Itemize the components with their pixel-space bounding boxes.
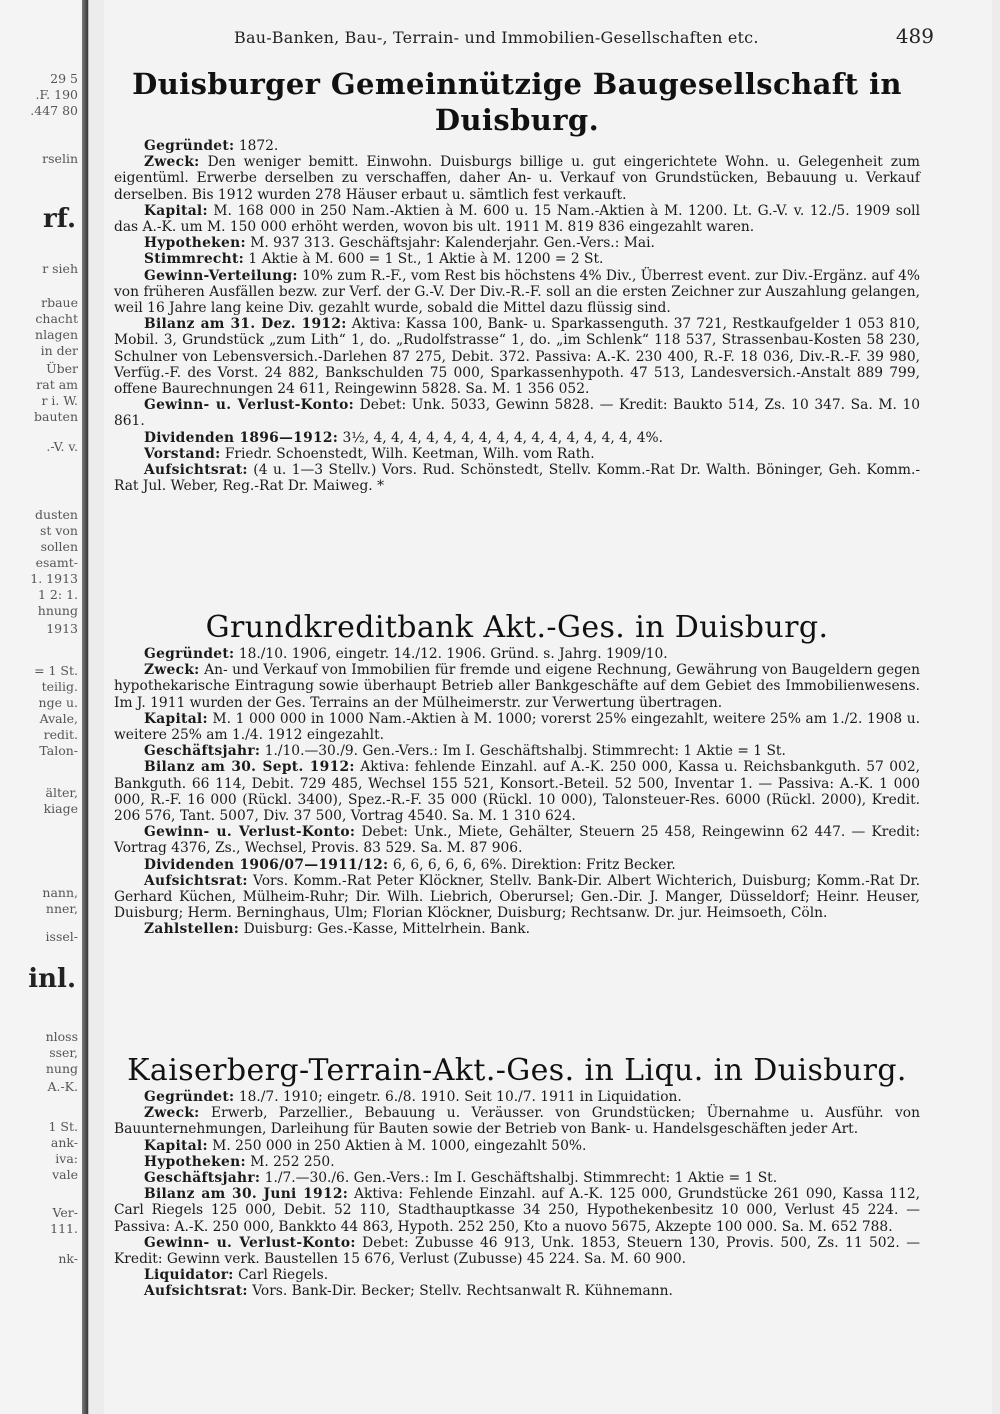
facing-page-fragment: sollen [40,539,78,554]
facing-page-fragment: r sieh [42,261,78,276]
entry-paragraph [114,711,920,743]
field-label: Gegründet: [144,138,235,154]
facing-page-fragment: 111. [50,1221,78,1236]
book-gutter [82,0,89,1414]
field-text: M. 250 000 in 250 Aktien à M. 1000, eingezahlt 50%. [207,1137,587,1154]
entry-paragraph [114,203,920,235]
field-text: Friedr. Schoenstedt, Wilh. Keetman, Wilh. vom Rath. [220,445,595,462]
field-label: Stimmrecht: [144,251,245,268]
entry-paragraph [114,397,920,429]
facing-page-fragment: nann, [42,885,78,900]
facing-page-fragment: Talon- [39,743,78,758]
facing-page-fragment: redit. [43,727,78,742]
field-label: Kapital: [144,202,208,219]
entry-body [114,138,920,494]
facing-page-fragment: .F. 190 [35,87,78,102]
facing-page-fragment: in der [40,343,78,358]
field-text: Aktiva: fehlende Einzahl. auf A.-K. 250 000, Kassa u. Reichsbankguth. 57 002, Bankguth. 66 114, Debit. 729 485, Wechsel 155 521, Konsort.-Beteil. 52 500, Inventar 1. — Passiva: A.-K. 1 000 000, R.-F. 16 000 (Rückl. 3400), Spez.-R.-F. 35 000 (Rückl. 10 000), Talonsteuer-Res. 6000 (Rückl. 2000), Kredit. 206 576, Tant. 5007, Div. 37 500, Vortrag 4540. Sa. M. 1 310 624. [114,759,920,825]
entry-paragraph [114,1283,920,1299]
facing-page-fragment: ank- [50,1135,78,1150]
field-label: Aufsichtsrat: [144,462,248,479]
facing-page-fragment: dusten [35,507,78,522]
field-label: Hypotheken: [144,1153,246,1170]
facing-page-fragment: älter, [45,785,78,800]
entry-paragraph [114,138,920,154]
company-entry-kaiserberg [114,1053,920,1300]
facing-page-fragment: nner, [45,901,78,916]
facing-page-fragment: 29 5 [50,71,78,86]
entry-body [114,1089,920,1300]
facing-page-fragment: 1 St. [48,1119,78,1134]
field-label: Dividenden 1906/07—1911/12: [144,856,389,873]
field-label: Aufsichtsrat: [144,1283,248,1300]
field-label: Dividenden 1896—1912: [144,429,339,446]
field-text: (4 u. 1—3 Stellv.) Vors. Rud. Schönstedt, Stellv. Komm.-Rat Dr. Walth. Böninger, Geh. Komm.-Rat Jul. Weber, Reg.-Rat Dr. Maiweg. * [114,462,920,495]
facing-page-fragment: rselin [42,151,78,166]
facing-page-fragment: rbaue [41,295,78,310]
facing-page-fragment: sser, [49,1045,78,1060]
facing-page-fragment: rf. [42,204,76,234]
field-label: Gewinn- u. Verlust-Konto: [144,397,355,414]
entry-paragraph [114,1154,920,1170]
field-text: Debet: Zubusse 46 913, Unk. 1853, Steuern 130, Provis. 500, Zs. 11 502. — Kredit: Gewinn verk. Baustellen 15 676, Verlust (Zubusse) 45 224. Sa. M. 60 900. [114,1234,920,1268]
field-label: Gewinn-Verteilung: [144,267,298,284]
entry-paragraph [114,1138,920,1154]
entry-paragraph [114,268,920,317]
previous-page-edge [0,0,89,1414]
facing-page-fragment: r i. W. [41,393,78,408]
field-label: Kapital: [144,710,208,727]
field-text: Vors. Komm.-Rat Peter Klöckner, Stellv. Bank-Dir. Albert Wichterich, Duisburg; Komm.-Rat Dr. Gerhard Küchen, Mülheim-Ruhr; Dir. Wilh. Liebrich, Oberursel; Gen.-Dir. J. Manger, Düsseldorf; Heinr. Heuser, Duisburg; Herm. Berninghaus, Ulm; Florian Klöckner, Duisburg; Rechtsanw. Dr. jur. Heimsoeth, Cöln. [114,872,920,922]
field-label: Hypotheken: [144,235,246,252]
entry-paragraph [114,316,920,397]
facing-page-fragment: iva: [55,1151,78,1166]
company-entry-duisburger [114,66,920,494]
facing-page-fragment: kiage [43,801,78,816]
facing-page-fragment: bauten [34,409,78,424]
field-text: Carl Riegels. [233,1267,329,1284]
facing-page-fragment: st von [39,523,78,538]
entry-paragraph [114,873,920,922]
field-text: 3½, 4, 4, 4, 4, 4, 4, 4, 4, 4, 4, 4, 4, 4, 4, 4, 4%. [338,429,663,446]
field-text: M. 1 000 000 in 1000 Nam.-Aktien à M. 1000; vorerst 25% eingezahlt, weitere 25% am 1./2. 1908 u. weitere 25% am 1./4. 1912 eingezahlt. [114,710,920,744]
entry-paragraph [114,1105,920,1137]
facing-page-fragment: 1913 [46,621,78,636]
field-label: Zweck: [144,154,200,171]
field-label: Vorstand: [144,445,221,462]
field-label: Zweck: [144,662,200,679]
facing-page-fragment: .-V. v. [46,439,78,454]
entry-paragraph [114,743,920,759]
entry-paragraph [114,446,920,462]
field-label: Gewinn- u. Verlust-Konto: [144,1234,356,1251]
facing-page-fragment: Ver- [52,1205,78,1220]
facing-page-fragment: nung [45,1061,78,1076]
field-label: Gegründet: [144,1089,235,1105]
field-label: Gewinn- u. Verlust-Konto: [144,824,356,841]
facing-page-fragment: nge u. [38,695,78,710]
field-text: Duisburg: Ges.-Kasse, Mittelrhein. Bank. [239,921,531,938]
page-number: 489 [895,24,934,48]
field-label: Geschäftsjahr: [144,743,261,760]
field-label: Aufsichtsrat: [144,872,248,889]
company-entry-grundkreditbank [114,610,920,938]
field-label: Bilanz am 30. Juni 1912: [144,1186,349,1203]
field-label: Zweck: [144,1105,200,1122]
entry-paragraph [114,1170,920,1186]
facing-page-fragment: esamt- [35,555,78,570]
entry-paragraph [114,251,920,267]
field-text: Aktiva: Kassa 100, Bank- u. Sparkassenguth. 37 721, Restkaufgelder 1 053 810, Mobil. 3, Grundstück „zum Lith“ 1, do. „Rudolfstrasse“ 1, do. „im Schlenk“ 118 537, Strassenbau-Kosten 58 230, Schulner von Lebensversich.-Darlehen 87 275, Debit. 372. Passiva: A.-K. 230 400, R.-F. 18 036, Div.-R.-F. 39 980, Verfüg.-F. des Vorst. 24 882, Bankschulden 75 000, Sparkassenhypoth. 47 513, Landesversich.-Anstalt 889 799, offene Baurechnungen 24 611, Reingewinn 5828. Sa. M. 1 356 052. [114,316,920,398]
facing-page-fragment: rat am [36,377,78,392]
entry-paragraph [114,646,920,662]
field-text: Debet: Unk. 5033, Gewinn 5828. — Kredit: Baukto 514, Zs. 10 347. Sa. M. 10 861. [114,397,921,430]
field-text: 1872. [234,138,279,154]
field-text: Den weniger bemitt. Einwohn. Duisburgs billige u. gut eingerichtete Wohn. u. Gelegenheit zum eigentüml. Erwerbe derselben zu verschaffen, daher An- u. Verkauf von Grundstücken, Bebauung u. Verkauf derselben. Bis 1912 wurden 278 Häuser erbaut u. sämtlich fest verkauft. [114,154,920,203]
entry-paragraph [114,662,920,711]
facing-page-fragment: .447 80 [30,103,78,118]
entry-body [114,646,920,938]
field-label: Kapital: [144,1137,208,1154]
entry-paragraph [114,857,920,873]
entry-paragraph [114,1267,920,1283]
facing-page-fragment: inl. [28,964,76,994]
facing-page-fragment: issel- [45,929,78,944]
entry-paragraph [114,921,920,937]
field-label: Liquidator: [144,1267,234,1284]
field-text: M. 252 250. [245,1153,335,1170]
facing-page-fragment: hnung [37,603,78,618]
page [104,0,992,1414]
entry-title: Kaiserberg-Terrain-Akt.-Ges. in Liqu. in Duisburg. [127,1053,907,1088]
field-label: Bilanz am 30. Sept. 1912: [144,759,355,776]
page-header [104,22,934,52]
entry-paragraph [114,430,920,446]
field-text: 1./10.—30./9. Gen.-Vers.: Im I. Geschäftshalbj. Stimmrecht: 1 Aktie = 1 St. [260,743,786,760]
facing-page-fragment: A.-K. [47,1079,78,1094]
field-text: 18./7. 1910; eingetr. 6./8. 1910. Seit 10./7. 1911 in Liquidation. [234,1089,682,1105]
facing-page-fragment: nlagen [35,327,78,342]
running-head: Bau-Banken, Bau-, Terrain- und Immobilien-Gesellschaften etc. [234,28,759,47]
facing-page-fragment: teilig. [41,679,78,694]
facing-page-fragment: nk- [58,1251,78,1266]
entry-title: Grundkreditbank Akt.-Ges. in Duisburg. [205,610,829,645]
field-label: Zahlstellen: [144,921,240,938]
entry-paragraph [114,154,920,203]
field-text: 1./7.—30./6. Gen.-Vers.: Im I. Geschäftshalbj. Stimmrecht: 1 Aktie = 1 St. [260,1170,778,1187]
entry-paragraph [114,824,920,856]
facing-page-fragment: 1. 1913 [30,571,78,586]
facing-page-fragment: chacht [35,311,78,326]
facing-page-fragment: vale [52,1167,78,1182]
field-text: M. 937 313. Geschäftsjahr: Kalenderjahr. Gen.-Vers.: Mai. [245,235,655,252]
field-label: Geschäftsjahr: [144,1170,261,1187]
entry-paragraph [114,235,920,251]
field-text: 1 Aktie à M. 600 = 1 St., 1 Aktie à M. 1200 = 2 St. [244,251,604,268]
facing-page-fragment: Avale, [39,711,78,726]
field-text: An- und Verkauf von Immobilien für fremde und eigene Rechnung, Gewährung von Baugeldern gegen hypothekarische Eintragung sowie überhaupt Betrieb aller Bankgeschäfte auf dem Gebiet des Immobilienwesens. Im J. 1911 wurden der Ges. Terrains an der Mülheimerstr. zur Verwertung übertragen. [114,662,920,711]
field-text: Erwerb, Parzellier., Bebauung u. Veräusser. von Grundstücken; Übernahme u. Ausführ. von Bauunternehmungen, Darleihung für Bauten sowie der Betrieb von Bank- u. Handelsgeschäften jeder Art. [114,1105,920,1138]
field-text: Aktiva: Fehlende Einzahl. auf A.-K. 125 000, Grundstücke 261 090, Kassa 112, Carl Riegels 125 000, Debit. 52 110, Stadthauptkasse 34 250, Hypothekenbesitz 10 000, Verlust 45 224. — Passiva: A.-K. 250 000, Bankkto 44 863, Hypoth. 252 250, Kto a nuovo 5675, Akzepte 100 000. Sa. M. 652 788. [114,1186,921,1235]
entry-paragraph [114,759,920,824]
field-text: 10% zum R.-F., vom Rest bis höchstens 4% Div., Überrest event. zur Div.-Ergänz. auf 4% von früheren Ausfällen bezw. zur Verf. der G.-V. Der Div.-R.-F. soll an die ersten Zeichner zur Auszahlung gelangen, weil 16 Jahre lang keine Div. gezahlt wurde, sobald die Mittel dazu flüssig sind. [114,267,920,317]
entry-paragraph [114,462,920,494]
facing-page-fragment: nloss [45,1029,78,1044]
entry-paragraph [114,1235,920,1267]
entry-title: Duisburger Gemeinnützige Baugesellschaft in Duisburg. [132,67,902,137]
facing-page-fragment: Über [46,361,78,376]
field-text: Vors. Bank-Dir. Becker; Stellv. Rechtsanwalt R. Kühnemann. [247,1283,673,1300]
field-text: Debet: Unk., Miete, Gehälter, Steuern 25 458, Reingewinn 62 447. — Kredit: Vortrag 4376, Zs., Wechsel, Provis. 83 529. Sa. M. 87 906. [114,824,920,857]
entry-paragraph [114,1186,920,1235]
facing-page-fragment: = 1 St. [34,663,78,678]
facing-page-fragment: 1 2: 1. [38,587,78,602]
field-label: Bilanz am 31. Dez. 1912: [144,316,347,333]
field-label: Gegründet: [144,646,235,662]
field-text: 18./10. 1906, eingetr. 14./12. 1906. Gründ. s. Jahrg. 1909/10. [234,646,668,662]
field-text: 6, 6, 6, 6, 6, 6%. Direktion: Fritz Becker. [388,856,676,873]
entry-paragraph [114,1089,920,1105]
field-text: M. 168 000 in 250 Nam.-Aktien à M. 600 u. 15 Nam.-Aktien à M. 1200. Lt. G.-V. v. 12./5. 1909 soll das A.-K. um M. 150 000 erhöht werden, wovon bis ult. 1911 M. 819 836 eingezahlt waren. [114,202,920,236]
